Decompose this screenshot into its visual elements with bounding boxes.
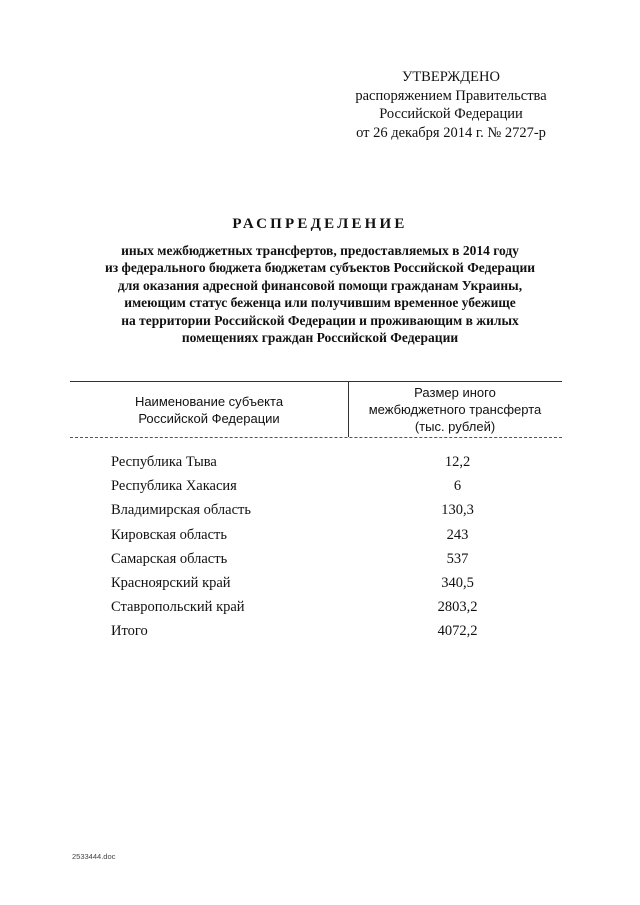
subtitle-line: иных межбюджетных трансфертов, предоставляемых в 2014 году bbox=[121, 243, 519, 258]
subtitle-line: помещениях граждан Российской Федерации bbox=[181, 330, 459, 346]
subject-name: Владимирская область bbox=[111, 502, 251, 519]
transfer-amount: 130,3 bbox=[441, 502, 474, 519]
transfer-amount: 340,5 bbox=[441, 574, 474, 591]
subject-name: Ставропольский край bbox=[111, 599, 245, 616]
transfer-amount: 6 bbox=[453, 478, 462, 495]
table-row bbox=[0, 452, 640, 476]
approval-heading: УТВЕРЖДЕНО bbox=[402, 69, 500, 85]
document-subtitle bbox=[0, 242, 640, 346]
approval-date-number: от 26 декабря 2014 г. № 2727-р bbox=[356, 124, 546, 141]
subtitle-line: на территории Российской Федерации и проживающим в жилых bbox=[121, 312, 519, 328]
table-row bbox=[0, 500, 640, 524]
table-row bbox=[0, 549, 640, 573]
file-name-label: 2533444.doc bbox=[72, 852, 116, 861]
table-total-row bbox=[0, 621, 640, 645]
transfer-amount: 243 bbox=[446, 526, 469, 543]
approval-line: Российской Федерации bbox=[379, 106, 523, 122]
table-header-rule bbox=[70, 437, 562, 438]
subject-name: Кировская область bbox=[111, 526, 228, 543]
table-top-rule bbox=[70, 381, 562, 382]
table-row bbox=[0, 573, 640, 597]
table-row bbox=[0, 525, 640, 549]
column-header-line: Российской Федерации bbox=[138, 411, 280, 426]
table-row bbox=[0, 476, 640, 500]
subtitle-line: из федерального бюджета бюджетам субъектов Российской Федерации bbox=[104, 260, 536, 276]
subject-name: Самарская область bbox=[111, 550, 228, 567]
document-title: РАСПРЕДЕЛЕНИЕ bbox=[232, 216, 408, 232]
subject-name: Красноярский край bbox=[111, 574, 231, 591]
subject-name: Республика Тыва bbox=[111, 454, 217, 470]
total-label: Итого bbox=[111, 623, 148, 640]
transfer-amount: 2803,2 bbox=[437, 599, 478, 616]
table-row bbox=[0, 597, 640, 621]
column-header-line: межбюджетного трансферта bbox=[368, 402, 542, 417]
transfer-amount: 12,2 bbox=[444, 454, 471, 470]
subject-name: Республика Хакасия bbox=[111, 478, 237, 495]
approval-stamp bbox=[320, 68, 582, 142]
column-header-subject bbox=[70, 393, 348, 427]
column-header-line: (тыс. рублей) bbox=[414, 419, 496, 434]
column-header-amount bbox=[348, 384, 562, 435]
table-body bbox=[0, 452, 640, 646]
subtitle-line: для оказания адресной финансовой помощи гражданам Украины, bbox=[117, 277, 523, 293]
total-amount: 4072,2 bbox=[437, 623, 478, 640]
column-header-line: Размер иного bbox=[414, 385, 496, 400]
column-header-line: Наименование субъекта bbox=[134, 394, 284, 409]
approval-line: распоряжением Правительства bbox=[355, 87, 547, 104]
subtitle-line: имеющим статус беженца или получившим временное убежище bbox=[124, 295, 516, 311]
transfer-amount: 537 bbox=[446, 550, 469, 567]
